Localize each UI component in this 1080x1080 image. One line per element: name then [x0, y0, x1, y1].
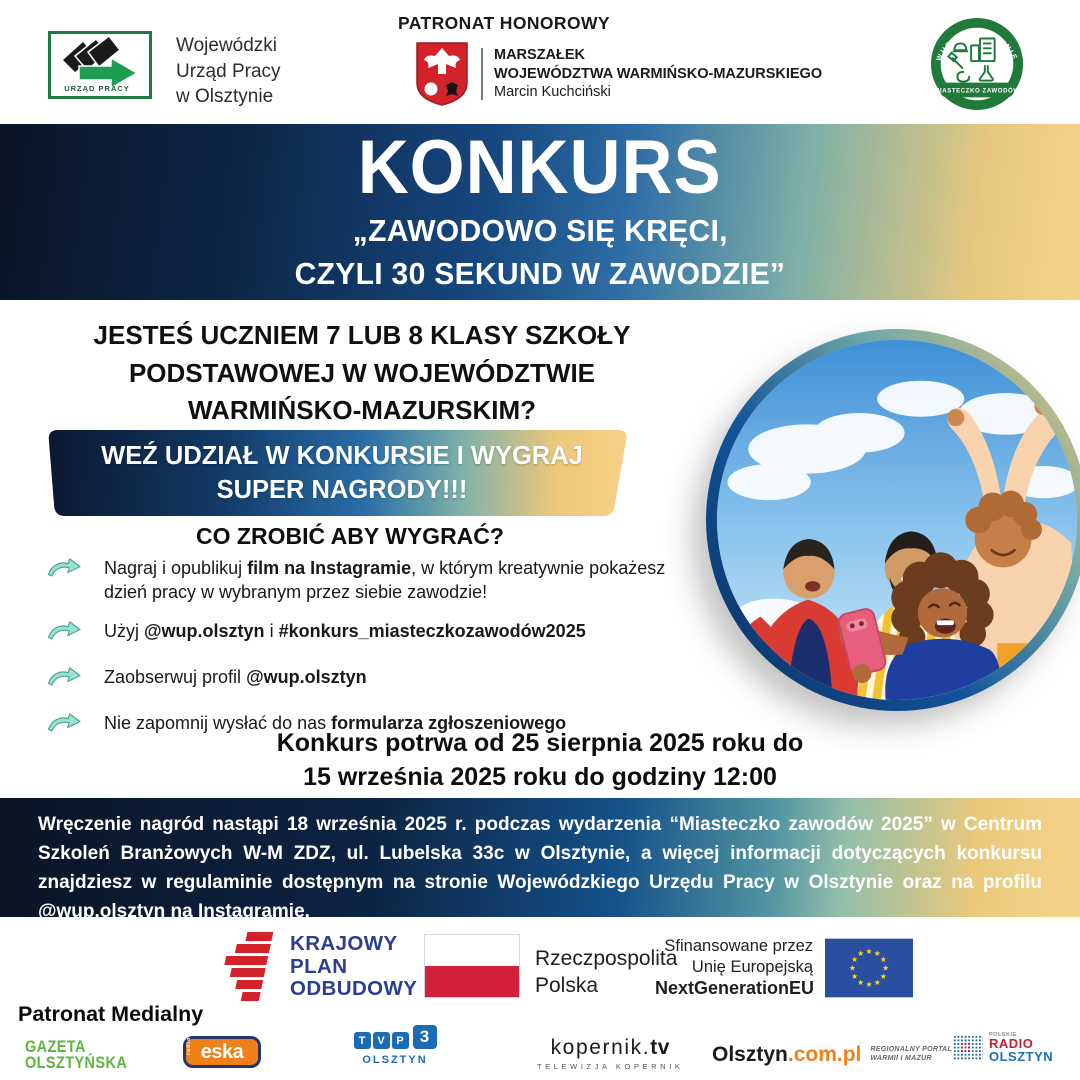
selfie-photo-ring [706, 329, 1080, 711]
wup-org-name [176, 33, 281, 110]
cta-line1: WEŹ UDZIAŁ W KONKURSIE I WYGRAJ [101, 441, 583, 470]
gazeta-line: GAZETA [25, 1037, 86, 1056]
tvp-letter: V [373, 1032, 390, 1049]
tvp3-olsztyn-logo [352, 1025, 438, 1066]
kpo-line: KRAJOWY [290, 931, 398, 955]
selfie-photo [717, 340, 1077, 700]
poland-line: Rzeczpospolita [535, 947, 678, 970]
bullet-text: Użyj @wup.olsztyn i #konkurs_miasteczkozawodów2025 [104, 620, 586, 641]
olsztyncom-name: Olsztyn [712, 1043, 788, 1066]
olsztyncom-domain: .com.pl [787, 1043, 862, 1066]
intro-line: PODSTAWOWEJ W WOJEWÓDZTWIE [128, 357, 596, 388]
tvp-three: 3 [413, 1025, 437, 1049]
olsztyn-com-pl-logo [712, 1043, 952, 1067]
bullet-item [46, 665, 694, 697]
arrow-icon [46, 557, 84, 588]
cta-text [36, 430, 648, 516]
eu-funding-label [655, 936, 813, 1000]
tvp-city: OLSZTYN [362, 1054, 428, 1066]
media-patronage-title: Patronat Medialny [18, 1002, 204, 1026]
voivodeship-coat-of-arms-icon [414, 41, 470, 107]
how-to-win-title: CO ZROBIĆ ABY WYGRAĆ? [196, 523, 504, 549]
bullet-list [46, 556, 694, 743]
kopernik-name: kopernik. [550, 1036, 651, 1059]
contest-subtitle-line1: „ZAWODOWO SIĘ KRĘCI, [352, 213, 728, 249]
badge-ribbon-text: MIASTECZKO ZAWODÓW [934, 88, 1020, 95]
svg-text:★: ★ [851, 955, 859, 965]
marshal-region: WOJEWÓDZTWA WARMIŃSKO-MAZURSKIEGO [494, 65, 823, 82]
kopernik-tv-suffix: tv [650, 1036, 670, 1059]
wup-org-line: Urząd Pracy [176, 60, 281, 82]
bullet-text: Zaobserwuj profil @wup.olsztyn [104, 666, 367, 687]
kopernik-sub: TELEWIZJA KOPERNIK [537, 1062, 684, 1071]
wup-org-line: Wojewódzki [176, 35, 278, 56]
svg-text:★: ★ [865, 946, 873, 956]
kpo-logo [204, 929, 417, 1005]
eu-ngeu-line: NextGenerationEU [655, 978, 815, 999]
honorary-patronage-title: PATRONAT HONOROWY [398, 13, 610, 33]
eska-radio-label: radio [186, 1036, 192, 1055]
tvp-letter: T [354, 1032, 371, 1049]
svg-text:★: ★ [873, 977, 881, 987]
radio-olsztyn-dots-icon [953, 1035, 983, 1060]
eu-line: Unię Europejską [691, 957, 813, 976]
award-info-text: Wręczenie nagród nastąpi 18 września 2025 r. podczas wydarzenia “Miasteczko zawodów 2025” w Centrum Szkoleń Branżowych W-M ZDZ, ul. Lubelska 33c w Olsztynie, a więcej informacji dotyczących konkursu znajdziesz w regulaminie dostępnym na stronie Wojewódzkiego Urzędu Pracy w Olsztynie oraz na profilu @wup.olsztyn na Instagramie. [38, 814, 1042, 922]
cta-ribbon [36, 430, 648, 516]
svg-text:★: ★ [857, 949, 865, 959]
olsztyncom-tagline: REGIONALNY PORTAL [870, 1046, 953, 1054]
badge-arc-text: WUP W OLSZTYNIE [935, 30, 1019, 63]
contest-subtitle-line2: CZYLI 30 SEKUND W ZAWODZIE” [294, 256, 786, 292]
wup-olsztyn-logo [48, 31, 152, 99]
svg-text:★: ★ [851, 971, 859, 981]
eu-line: Sfinansowane przez [664, 937, 813, 955]
svg-text:★: ★ [865, 979, 873, 989]
poland-flag-icon [424, 934, 520, 998]
gazeta-line: OLSZTYŃSKA [25, 1052, 128, 1072]
kpo-building-icon [204, 929, 276, 1005]
intro-line: WARMIŃSKO-MAZURSKIM? [187, 395, 537, 426]
svg-text:★: ★ [882, 963, 890, 973]
urzad-pracy-label: URZĄD PRACY [64, 84, 130, 93]
duration-line1: Konkurs potrwa od 25 sierpnia 2025 roku do [276, 729, 804, 757]
arrow-icon [46, 666, 84, 697]
gazeta-olsztynska-logo [25, 1039, 127, 1070]
target-audience-question [40, 317, 684, 430]
radio-name-red: RADIO [989, 1036, 1034, 1052]
marshal-name: Marcin Kuchciński [494, 84, 611, 101]
svg-text:★: ★ [873, 949, 881, 959]
award-info-band [0, 798, 1080, 922]
wup-org-line: w Olsztynie [176, 86, 274, 108]
bullet-item [46, 619, 694, 651]
urzad-pracy-arrows-icon [51, 34, 149, 96]
arrow-icon [46, 620, 84, 651]
svg-text:★: ★ [848, 963, 856, 973]
marshal-title: MARSZAŁEK [494, 46, 586, 63]
radio-name-blue: OLSZTYN [989, 1048, 1054, 1064]
divider [481, 48, 483, 100]
kopernik-tv-logo [537, 1036, 683, 1071]
radio-small-label: POLSKIE [989, 1032, 1017, 1038]
duration-line2: 15 września 2025 roku do godziny 12:00 [303, 762, 777, 791]
svg-text:★: ★ [857, 977, 865, 987]
bullet-item [46, 556, 694, 605]
radio-eska-logo [183, 1036, 261, 1068]
contest-title: KONKURS [358, 124, 722, 210]
radio-olsztyn-logo [953, 1033, 1053, 1063]
kpo-label [290, 933, 417, 1002]
marshal-patronage [414, 41, 822, 107]
eu-funding-logo [655, 936, 913, 1000]
svg-text:★: ★ [879, 971, 887, 981]
miasteczko-zawodow-badge [928, 15, 1026, 113]
cta-line2: SUPER NAGRODY!!! [216, 476, 468, 504]
poland-line: Polska [535, 974, 599, 998]
eu-flag-icon [825, 938, 913, 998]
bullet-text: Nie zapomnij wysłać do nas formularza zgłoszeniowego [104, 713, 567, 734]
svg-text:★: ★ [879, 955, 887, 965]
kpo-line: ODBUDOWY [290, 977, 418, 1001]
contest-duration [0, 727, 1080, 795]
olsztyncom-tagline: WARMII I MAZUR [870, 1055, 932, 1062]
eska-name: eska [200, 1040, 244, 1063]
intro-line: JESTEŚ UCZNIEM 7 LUB 8 KLASY SZKOŁY [93, 320, 631, 350]
bullet-text: Nagraj i opublikuj film na Instagramie, w którym kreatywnie pokażesz dzień pracy w wybranym przez siebie zawodzie! [104, 558, 666, 603]
tvp-letter: P [392, 1032, 409, 1049]
contest-banner [0, 124, 1080, 300]
kpo-line: PLAN [290, 954, 348, 978]
